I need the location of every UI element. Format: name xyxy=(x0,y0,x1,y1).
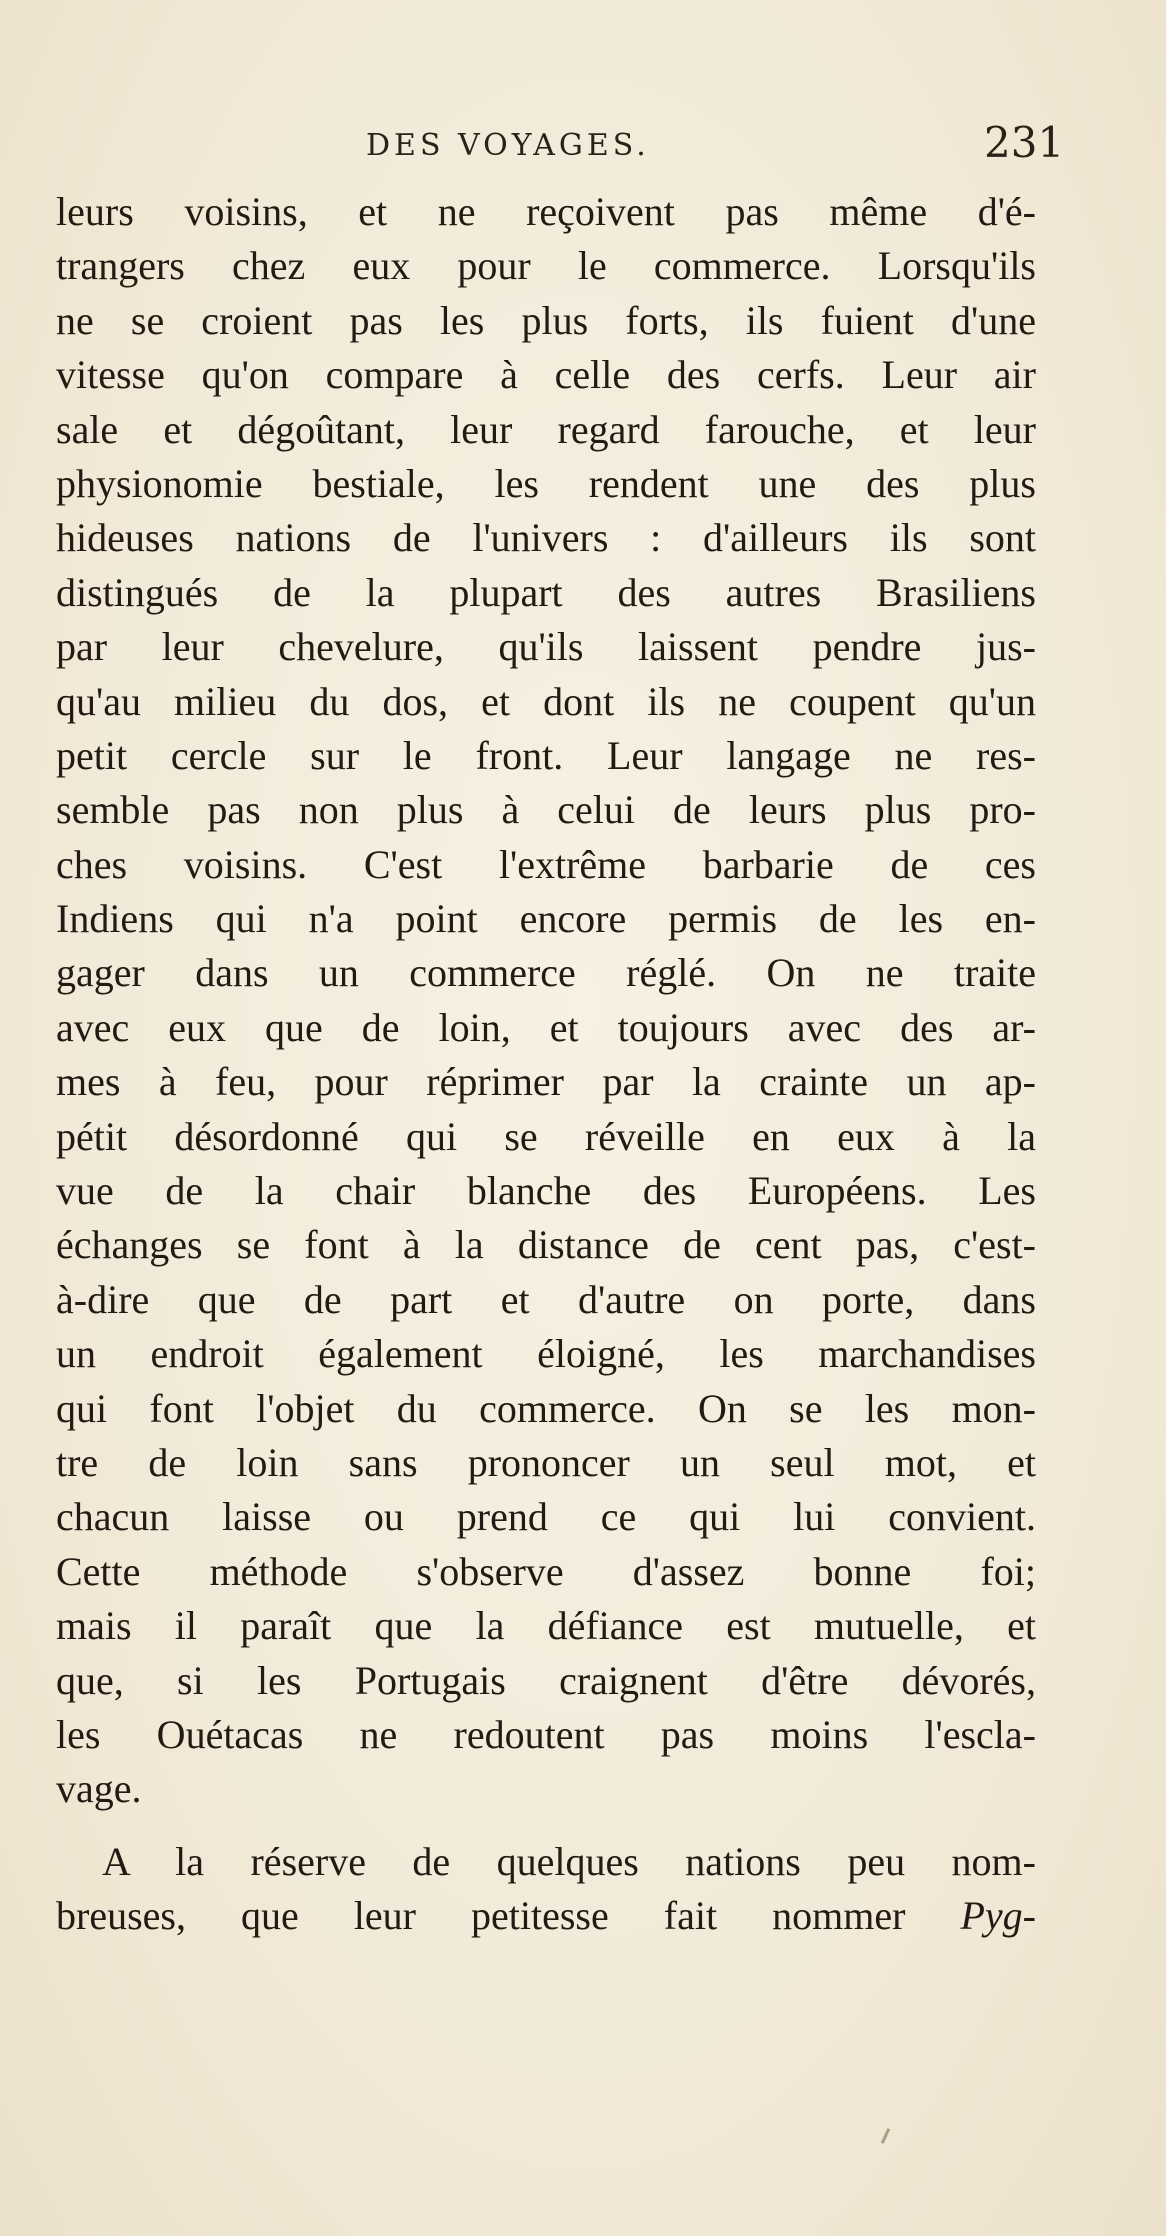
text-line: trangers chez eux pour le commerce. Lorsqu'ils xyxy=(56,243,1036,289)
text-line: vitesse qu'on compare à celle des cerfs. Leur air xyxy=(56,352,1036,398)
text-line: pétit désordonné qui se réveille en eux à la xyxy=(56,1113,1036,1159)
text-line: A la réserve de quelques nations peu nom- xyxy=(102,1838,1036,1884)
text-line: Indiens qui n'a point encore permis de les en- xyxy=(56,896,1036,942)
text-line: distingués de la plupart des autres Brasiliens xyxy=(56,569,1036,615)
text-line: qui font l'objet du commerce. On se les mon- xyxy=(56,1385,1036,1431)
running-head: DES VOYAGES. xyxy=(366,128,650,163)
text-line: à-dire que de part et d'autre on porte, dans xyxy=(56,1276,1036,1322)
text-line: qu'au milieu du dos, et dont ils ne coupent qu'un xyxy=(56,678,1036,724)
text-line: par leur chevelure, qu'ils laissent pendre jus- xyxy=(56,624,1036,670)
text-line-final xyxy=(56,1889,1036,1943)
text-line: ne se croient pas les plus forts, ils fuient d'une xyxy=(56,297,1036,343)
page-number: 231 xyxy=(984,118,1065,167)
italic-word: Pyg- xyxy=(960,1893,1036,1939)
paragraph-2 xyxy=(56,1835,1036,1944)
text-line: vue de la chair blanche des Européens. Les xyxy=(56,1168,1036,1214)
text-line: échanges se font à la distance de cent pas, c'est- xyxy=(56,1222,1036,1268)
text-line: Cette méthode s'observe d'assez bonne foi; xyxy=(56,1548,1036,1594)
text-line: avec eux que de loin, et toujours avec des ar- xyxy=(56,1004,1036,1050)
body-text xyxy=(56,185,1036,1944)
text-line: gager dans un commerce réglé. On ne traite xyxy=(56,950,1036,996)
paragraph-1 xyxy=(56,185,1036,1817)
text-line: physionomie bestiale, les rendent une des plus xyxy=(56,460,1036,506)
text-line: petit cercle sur le front. Leur langage ne res- xyxy=(56,732,1036,778)
text-line: semble pas non plus à celui de leurs plus pro- xyxy=(56,787,1036,833)
text-line: chacun laisse ou prend ce qui lui convient. xyxy=(56,1494,1036,1540)
text-line: que, si les Portugais craignent d'être dévorés, xyxy=(56,1657,1036,1703)
text-line: vage. xyxy=(56,1766,142,1812)
text-line: mais il paraît que la défiance est mutuelle, et xyxy=(56,1603,1036,1649)
text-fragment: breuses, que leur petitesse fait nommer xyxy=(56,1893,961,1939)
text-line: hideuses nations de l'univers : d'ailleurs ils sont xyxy=(56,515,1036,561)
text-line: mes à feu, pour réprimer par la crainte un ap- xyxy=(56,1059,1036,1105)
text-line: les Ouétacas ne redoutent pas moins l'escla- xyxy=(56,1711,1036,1757)
text-line: tre de loin sans prononcer un seul mot, et xyxy=(56,1439,1036,1485)
text-line: ches voisins. C'est l'extrême barbarie de ces xyxy=(56,841,1036,887)
text-line: sale et dégoûtant, leur regard farouche, et leur xyxy=(56,406,1036,452)
stray-ink-mark xyxy=(881,2128,890,2144)
text-line: leurs voisins, et ne reçoivent pas même d'é- xyxy=(56,189,1036,234)
text-line: un endroit également éloigné, les marchandises xyxy=(56,1331,1036,1377)
